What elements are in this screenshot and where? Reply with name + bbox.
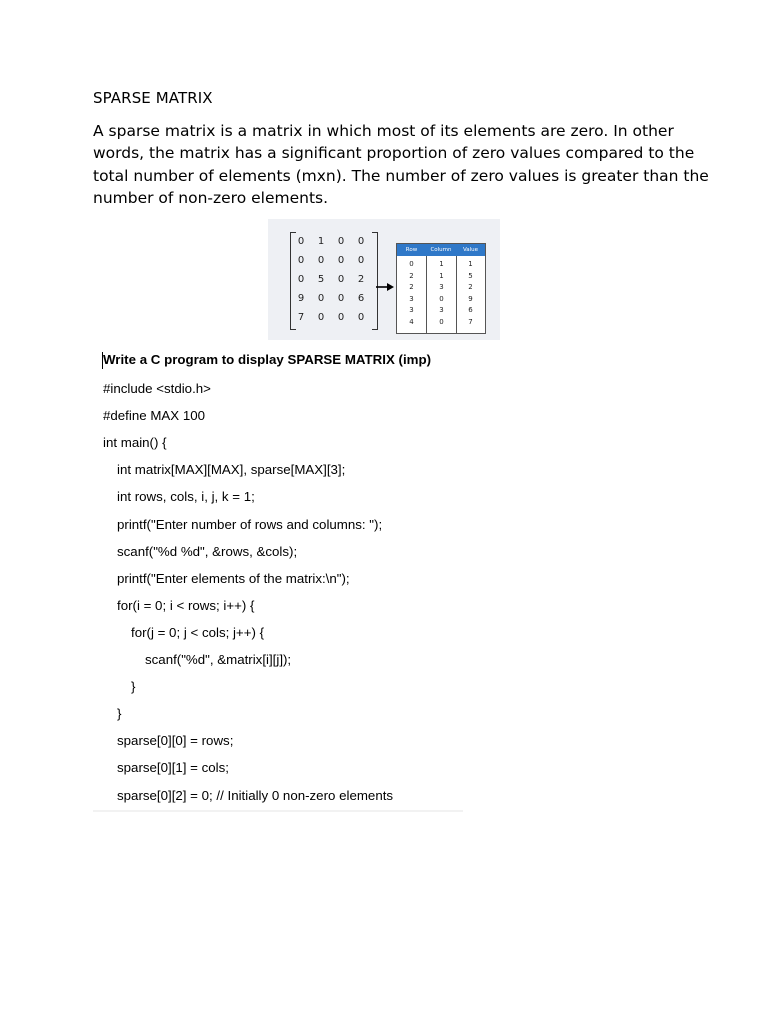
code-line: } [131, 679, 136, 695]
matrix-cell: 0 [357, 236, 365, 247]
triplet-table [396, 243, 486, 334]
table-cell: 4 [409, 317, 414, 326]
bracket-corner [291, 232, 296, 233]
matrix-cell: 0 [297, 236, 305, 247]
table-cell: 1 [468, 260, 473, 268]
table-cell: 2 [468, 283, 473, 291]
code-line: scanf("%d", &matrix[i][j]); [145, 652, 292, 667]
table-cell: 7 [468, 317, 473, 326]
table-cell: 3 [439, 306, 444, 314]
matrix-row [291, 272, 377, 288]
intro-line: A sparse matrix is a matrix in which most of its elements are zero. In other [93, 122, 674, 140]
table-cell: 2 [409, 283, 414, 291]
table-cell: 1 [439, 260, 444, 268]
matrix-cell: 0 [337, 274, 345, 285]
matrix-cell: 0 [317, 293, 325, 304]
intro-paragraph [93, 120, 709, 209]
bracket-corner [291, 329, 296, 330]
code-line: #define MAX 100 [103, 408, 206, 424]
page-title: SPARSE MATRIX [93, 89, 213, 107]
sparse-matrix-figure [268, 219, 500, 340]
code-line: int main() { [103, 435, 167, 451]
matrix-cell: 5 [317, 274, 325, 285]
matrix-cell: 0 [337, 255, 345, 266]
code-line: for(j = 0; j < cols; j++) { [131, 624, 265, 640]
matrix-row [291, 234, 377, 250]
dense-matrix [290, 232, 378, 330]
table-cell: 2 [409, 271, 414, 280]
code-line: for(i = 0; i < rows; i++) { [117, 597, 255, 613]
table-cell: 3 [409, 306, 414, 314]
matrix-cell: 2 [357, 274, 365, 285]
intro-line: words, the matrix has a significant proportion of zero values compared to the [93, 144, 695, 163]
text-cursor [102, 352, 103, 369]
code-line: sparse[0][1] = cols; [117, 760, 229, 776]
code-line: printf("Enter number of rows and columns: "); [117, 516, 383, 532]
matrix-row [291, 310, 377, 326]
table-cell: 9 [468, 294, 473, 303]
code-image-edge [93, 810, 463, 812]
code-line: sparse[0][2] = 0; // Initially 0 non-zero elements [117, 787, 394, 803]
matrix-cell: 6 [357, 293, 365, 304]
arrow-right-icon [376, 282, 394, 292]
matrix-row [291, 253, 377, 269]
bracket-corner [372, 232, 377, 233]
matrix-cell: 7 [297, 312, 305, 323]
table-cell: 0 [439, 294, 444, 303]
table-cell: 5 [468, 271, 473, 280]
code-line: sparse[0][0] = rows; [117, 733, 234, 749]
matrix-cell: 0 [337, 236, 345, 247]
code-line: } [117, 706, 122, 722]
code-line: scanf("%d %d", &rows, &cols); [117, 543, 298, 559]
intro-line: total number of elements (mxn). The number of zero values is greater than the [93, 166, 709, 185]
code-line: printf("Enter elements of the matrix:\n"); [117, 570, 350, 586]
table-cell: 3 [409, 294, 414, 303]
matrix-cell: 9 [297, 293, 305, 304]
header-value: Value [462, 247, 479, 253]
matrix-cell: 0 [337, 312, 345, 323]
matrix-cell: 0 [317, 312, 325, 323]
bracket-corner [372, 329, 377, 330]
code-heading-text: Write a C program to display SPARSE MATRIX (imp) [103, 352, 432, 367]
matrix-cell: 0 [357, 255, 365, 266]
table-cell: 3 [439, 283, 444, 291]
intro-line: number of non-zero elements. [93, 188, 329, 207]
matrix-cell: 0 [357, 312, 365, 323]
table-cell: 0 [409, 260, 414, 268]
table-cell: 1 [439, 271, 444, 280]
matrix-cell: 0 [337, 293, 345, 304]
matrix-cell: 0 [297, 274, 305, 285]
table-cell: 6 [468, 306, 473, 314]
matrix-row [291, 291, 377, 307]
code-line: int matrix[MAX][MAX], sparse[MAX][3]; [117, 462, 346, 478]
code-line: int rows, cols, i, j, k = 1; [117, 489, 255, 505]
table-header [397, 244, 485, 256]
matrix-cell: 0 [297, 255, 305, 266]
matrix-cell: 0 [317, 255, 325, 266]
code-line: #include <stdio.h> [103, 381, 211, 396]
matrix-cell: 1 [317, 236, 325, 247]
header-column: Column [430, 247, 452, 253]
table-cell: 0 [439, 317, 444, 326]
code-heading [103, 352, 431, 367]
header-row: Row [405, 247, 418, 253]
